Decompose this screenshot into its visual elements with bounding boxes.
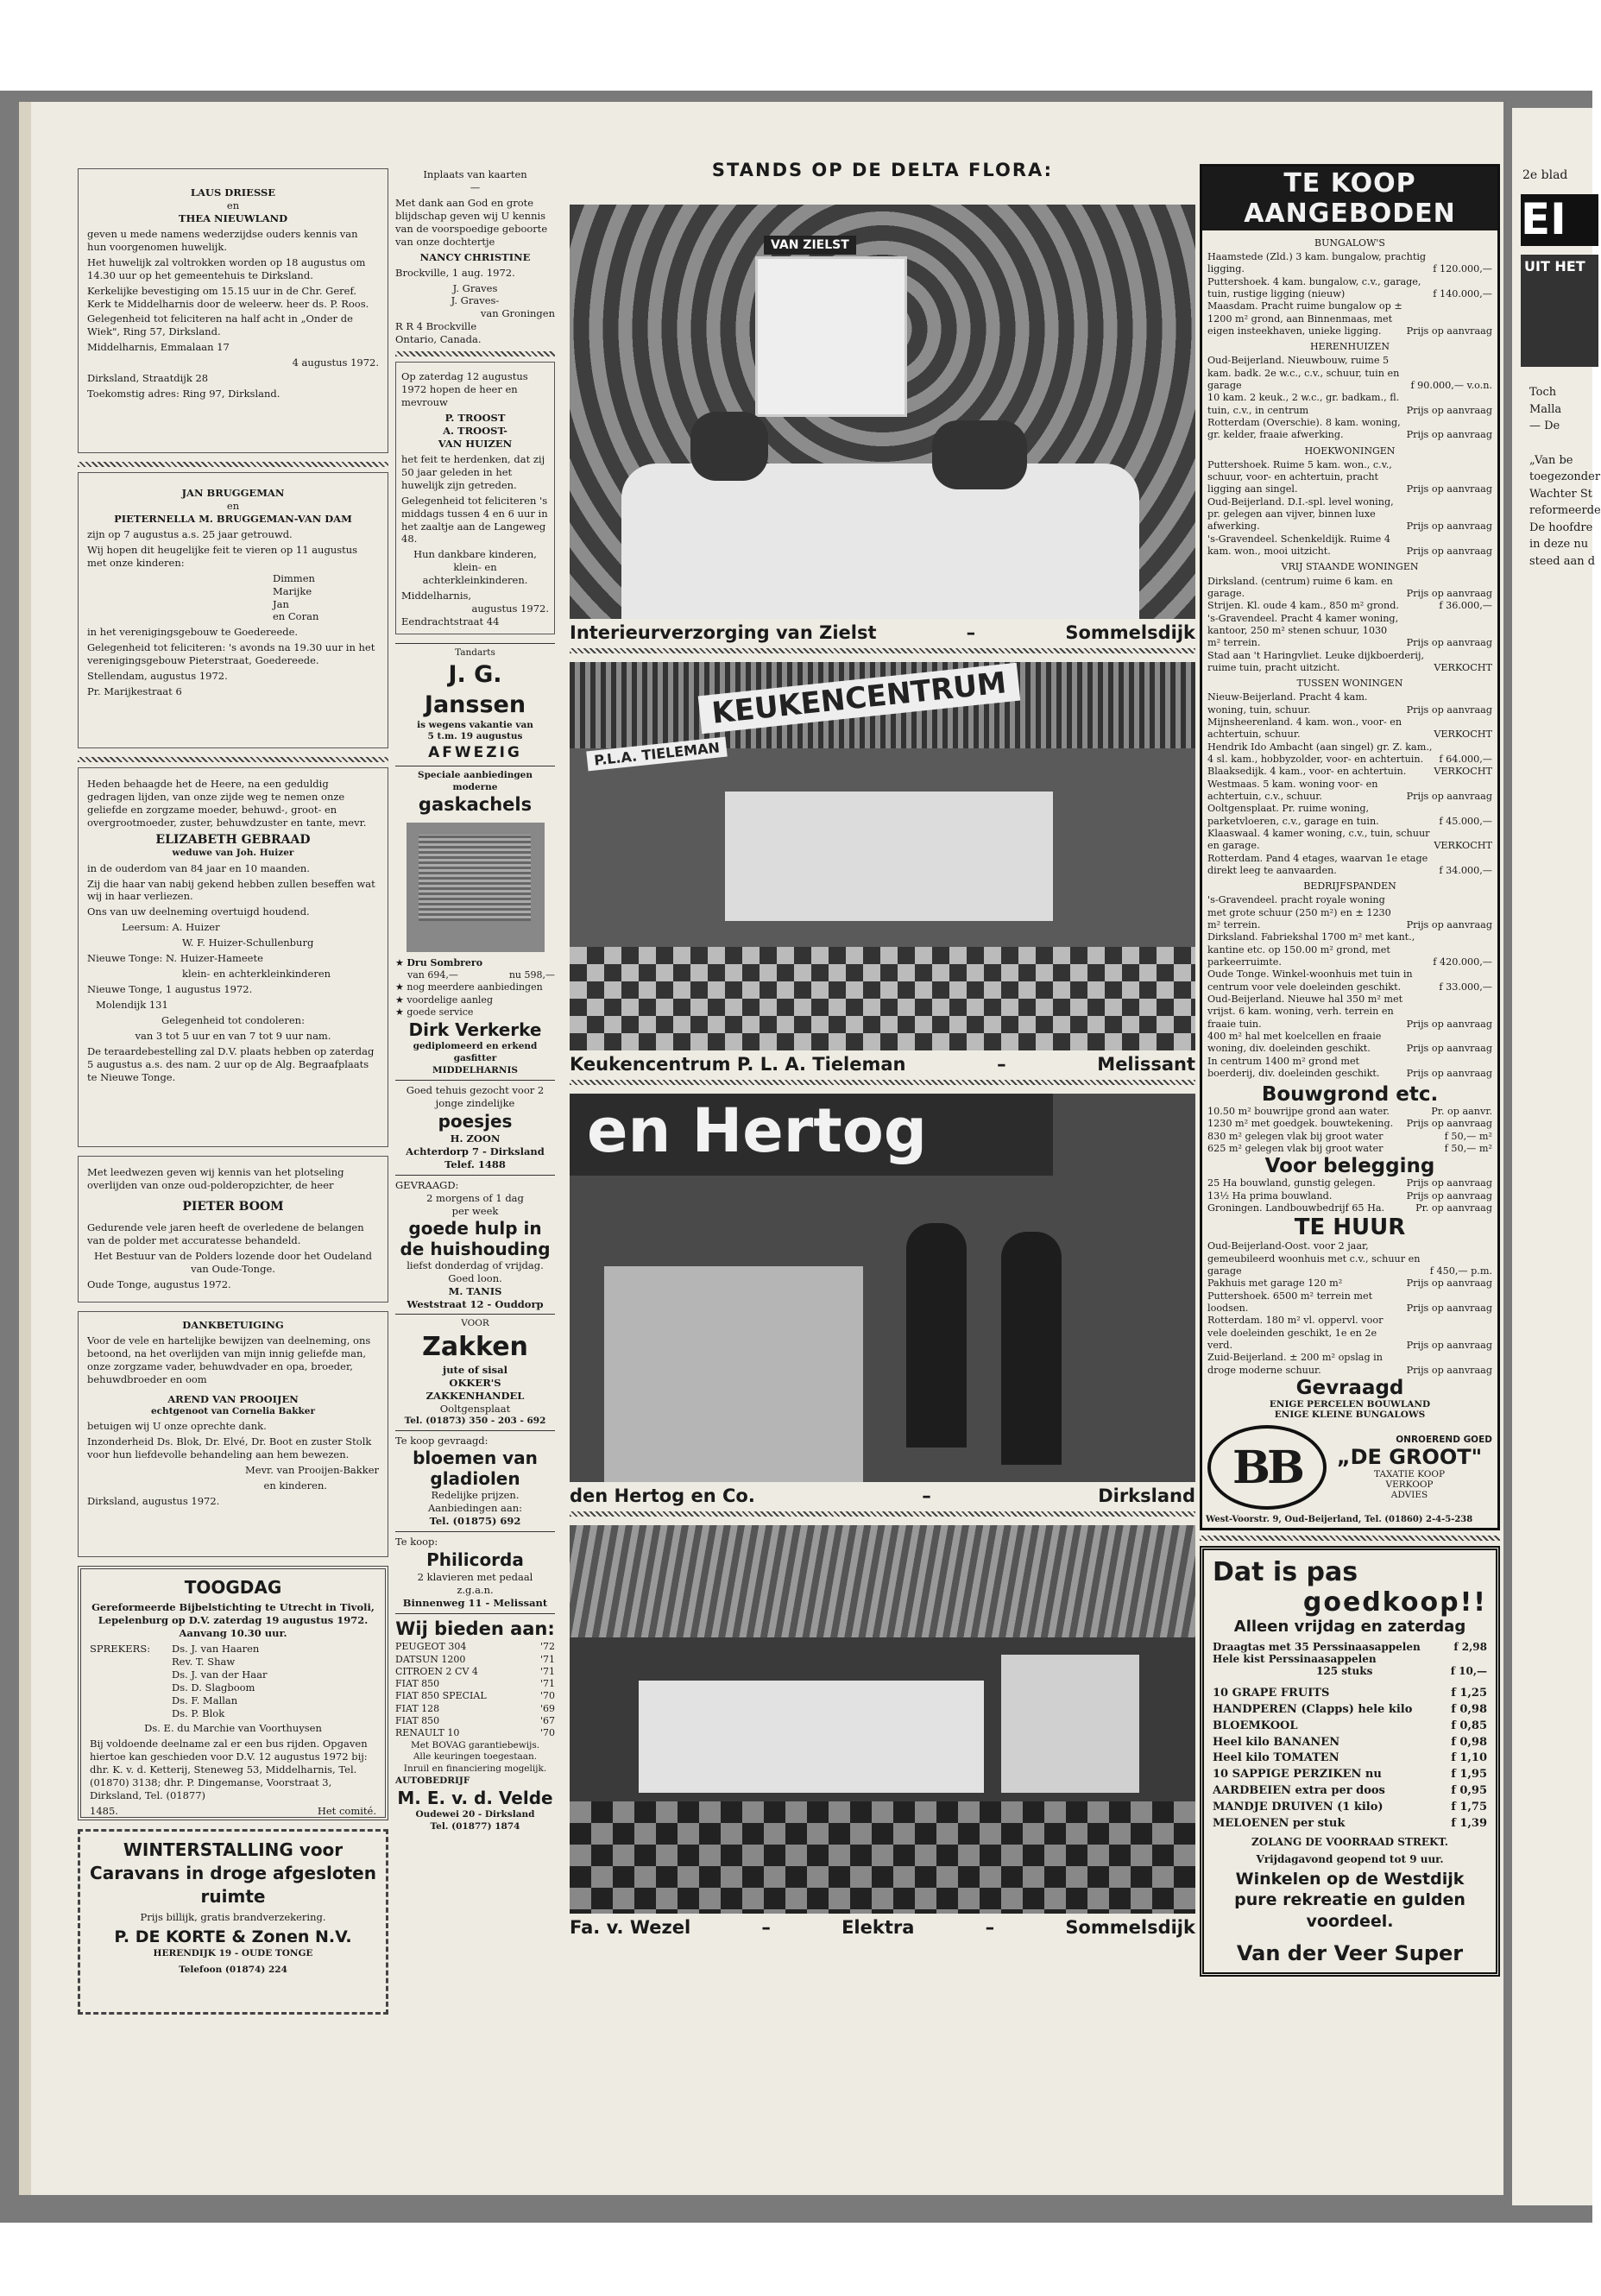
listing-price: Pr. op aanvraag: [1415, 1202, 1492, 1214]
listing-text: 10 kam. 2 keuk., 2 w.c., gr. badkam., fl. tuin, c.v., in centrum: [1207, 392, 1400, 416]
listing-price: Prijs op aanvraag: [1406, 637, 1492, 649]
delta-flora-photos: [570, 160, 1195, 1943]
listing-entry: [1207, 1031, 1492, 1056]
listing-price: Prijs op aanvraag: [1406, 1067, 1492, 1079]
toogdag-ad: TOOGDAG Gereformeerde Bijbelstichting te Utrecht in Tivoli, Lepelenburg op D.V. zaterdag 19 augustus 1972. Aanvang 10.30 uur. SPREKERS: Ds. J. van Haaren Rev. T. Shaw Ds. J. van der Haar Ds. D. Slagboom Ds. F. Mallan Ds. P. Blok Ds. E. du Marchie van Voorthuysen Bij voldoende deelname zal er een bus rijden. Opgaven hiertoe kan geschieden voor D.V. 12 augustus 1972 bij: dhr. K. v. d. Ketterij, Steneweg 53, Middelharnis, Tel. (01870) 3138; dhr. P. Dingemanse, Voorstraat 3, Dirksland, Tel. (01877) 1485. Het comité.: [78, 1566, 388, 1820]
listing-text: Klaaswaal. 4 kamer woning, c.v., tuin, schuur en garage.: [1207, 827, 1430, 852]
listing-entry: [1207, 828, 1492, 853]
listing-price: Prijs op aanvraag: [1406, 483, 1492, 495]
listing-section-heading: BUNGALOW'S: [1314, 237, 1385, 249]
listing-price: f 50,— m²: [1444, 1130, 1492, 1142]
listing-text: Oud-Beijerland-Oost. voor 2 jaar, gemeubileerd woonhuis met c.v., schuur en garage: [1207, 1240, 1421, 1277]
car-year: '67: [539, 1715, 555, 1727]
item-price: f 1,39: [1451, 1816, 1487, 1830]
listing-entry: [1207, 496, 1492, 533]
item-price: f 0,95: [1451, 1784, 1487, 1798]
listing-text: 625 m² gelegen vlak bij groot water: [1207, 1143, 1384, 1155]
car-name: FIAT 128: [395, 1702, 440, 1714]
car-name: DATSUN 1200: [395, 1653, 466, 1665]
listing-price: Prijs op aanvraag: [1406, 1043, 1492, 1055]
listing-entry: [1207, 993, 1492, 1031]
listing-price: Prijs op aanvraag: [1406, 520, 1492, 533]
item-price: f 0,98: [1451, 1702, 1487, 1716]
listing-entry: [1207, 459, 1492, 496]
supermarket-item: [1213, 1800, 1487, 1816]
listing-text: Ooltgensplaat. Pr. ruime woning, parketvloeren, c.v., garage en tuin.: [1207, 803, 1379, 827]
separator: [78, 462, 388, 467]
item-name: 10 GRAPE FRUITS: [1213, 1687, 1330, 1700]
listing-entry: [1207, 251, 1492, 276]
listing-text: Zuid-Beijerland. ± 200 m² opslag in droge moderne schuur.: [1207, 1352, 1383, 1376]
winterstalling-ad: WINTERSTALLING voor Caravans in droge afgesloten ruimte Prijs billijk, gratis brandverzekering. P. DE KORTE & Zonen N.V. HERENDIJK 19 - OUDE TONGE Telefoon (01874) 224: [78, 1829, 388, 2015]
listing-price: Prijs op aanvraag: [1406, 790, 1492, 802]
listing-price: VERKOCHT: [1434, 729, 1492, 741]
listing-entry: [1207, 931, 1492, 968]
listing-text: 830 m² gelegen vlak bij groot water: [1207, 1130, 1384, 1142]
death-notice-boom: Met leedwezen geven wij kennis van het plotseling overlijden van onze oud-polderopzichter, de heer PIETER BOOM Gedurende vele jaren heeft de overledene de belangen van de polder met accuratesse behandeld. Het Bestuur van de Polders lozende door het Oudeland van Oude-Tonge. Oude Tonge, augustus 1972.: [78, 1156, 388, 1303]
listing-text: Rotterdam. Pand 4 etages, waarvan 1e etage direkt leeg te aanvaarden.: [1207, 852, 1428, 876]
listing-price: Prijs op aanvraag: [1406, 429, 1492, 441]
listing-entry: [1207, 766, 1492, 778]
separator: [1200, 1536, 1500, 1541]
listing-entry: [1207, 533, 1492, 558]
listing-text: 's-Gravendeel. Pracht 4 kamer woning, kantoor, 250 m² stenen schuur, 1030 m² terrein.: [1207, 612, 1399, 649]
listing-price: Prijs op aanvraag: [1406, 1118, 1492, 1130]
photo-den-hertog: en Hertog: [570, 1094, 1195, 1482]
supermarket-item: [1213, 1735, 1487, 1751]
photo-tieleman: KEUKENCENTRUM P.L.A. TIELEMAN: [570, 662, 1195, 1050]
item-price: f 1,75: [1451, 1800, 1487, 1813]
listing-sections: [1202, 230, 1497, 1083]
supermarket-ad: Dat is pas goedkoop!! Alleen vrijdag en zaterdag Draagtas met 35 Perssinaasappelen f 2,98 Hele kist Perssinaasappelen 125 stuks f 10,— 10 GRAPE FRUITS f 1,25 HANDPEREN (Clapps) hele kilo f 0,98 BLOEMKOOL f 0,85 Heel kilo BANANEN f 0,98 Heel kilo TOMATEN f 1,10 10 SAPPIGE PERZIKEN nu f 1,95 AARDBEIEN extra per doos f 0,95 MANDJE DRUIVEN (1 kilo) f 1,75 MELOENEN per stuk f 1,39 ZOLANG DE VOORRAAD STREKT. Vrijdagavond geopend tot 9 uur. Winkelen op de Westdijk pure rekreatie en gulden voordeel. Van der Veer Super: [1200, 1546, 1500, 1977]
kittens-ad: Goed tehuis gezocht voor 2 jonge zindelijke poesjes H. ZOON Achterdorp 7 - Dirksland Telef. 1488: [406, 1084, 545, 1170]
listing-price: f 120.000,—: [1433, 263, 1492, 275]
column-1: [78, 168, 388, 2023]
item-name: HANDPEREN (Clapps) hele kilo: [1213, 1702, 1413, 1716]
listing-entry: [1207, 894, 1492, 931]
listing-price: Prijs op aanvraag: [1406, 404, 1492, 416]
item-price: f 0,85: [1451, 1719, 1487, 1732]
car-row: [395, 1715, 555, 1727]
listing-text: Mijnsheerenland. 4 kam. won., voor- en achtertuin, schuur.: [1207, 716, 1402, 741]
item-name: MELOENEN per stuk: [1213, 1816, 1346, 1830]
thanks-notice: DANKBETUIGING Voor de vele en hartelijke bewijzen van deelneming, ons betoond, na het overlijden van mijn innig geliefde man, onze zorgzame vader, behuwdvader en opa, broeder, behuwdbroeder en oom AREND VAN PROOIJEN echtgenoot van Cornelia Bakker betuigen wij U onze oprechte dank. Inzonderheid Ds. Blok, Dr. Elvé, Dr. Boot en zuster Stolk voor hun liefdevolle behandeling aan hem bewezen. Mevr. van Prooijen-Bakker en kinderen. Dirksland, augustus 1972.: [78, 1311, 388, 1557]
caption-van-zielst: Interieurverzorging van Zielst – Sommelsdijk: [570, 622, 1195, 643]
listing-price: f 33.000,—: [1439, 981, 1492, 993]
listing-entry: [1207, 650, 1492, 675]
listing-price: Prijs op aanvraag: [1406, 1364, 1492, 1376]
listing-entry: [1207, 300, 1492, 337]
item-price: f 1,25: [1451, 1687, 1487, 1700]
gas-heater-image: [407, 823, 545, 952]
caption-den-hertog: den Hertog en Co. – Dirksland: [570, 1485, 1195, 1506]
separator: [78, 757, 388, 762]
listing-text: 13½ Ha prima bouwland.: [1207, 1189, 1333, 1202]
listing-price: Prijs op aanvraag: [1406, 1189, 1492, 1202]
listing-price: f 36.000,—: [1439, 600, 1492, 612]
listing-price: f 64.000,—: [1439, 753, 1492, 765]
listing-entry: [1207, 1290, 1492, 1315]
listing-price: f 50,— m²: [1444, 1143, 1492, 1155]
item-price: f 1,10: [1451, 1751, 1487, 1765]
listing-price: Prijs op aanvraag: [1406, 546, 1492, 558]
listing-price: Prijs op aanvraag: [1406, 1303, 1492, 1315]
listing-text: Dirksland. Fabriekshal 1700 m² met kant., kantine etc. op 150.00 m² grond, met parkeerruimte.: [1207, 931, 1415, 968]
listing-price: VERKOCHT: [1434, 840, 1492, 852]
next-page-text: Toch Malla — De „Van be toegezonder Wachter St reformeerde De hoofdre in deze nu steed aan d: [1529, 386, 1601, 568]
listing-text: In centrum 1400 m² grond met boerderij, div. doeleinden geschikt.: [1207, 1055, 1380, 1079]
listing-entry: [1207, 803, 1492, 828]
listing-entry: [1207, 276, 1492, 301]
photo-van-wezel: [570, 1525, 1195, 1914]
column-2: [395, 168, 555, 1832]
listing-text: 's-Gravendeel. pracht royale woning met grote schuur (250 m²) en ± 1230 m² terrein.: [1207, 894, 1391, 930]
listing-text: Rotterdam. 180 m² vl. oppervl. voor vele doeleinden geschikt, 1e en 2e verd.: [1207, 1315, 1384, 1352]
separator: [570, 1080, 1195, 1085]
listing-text: Maasdam. Pracht ruime bungalow op ± 1200 m² grond, aan Binnenmaas, met eigen insteekhaven, unieke ligging.: [1207, 300, 1402, 337]
car-name: RENAULT 10: [395, 1727, 460, 1739]
item-name: 10 SAPPIGE PERZIKEN nu: [1213, 1768, 1382, 1782]
listing-price: Prijs op aanvraag: [1406, 918, 1492, 930]
listing-price: Prijs op aanvraag: [1406, 325, 1492, 337]
listing-entry: [1207, 355, 1492, 392]
listing-entry: [1207, 779, 1492, 804]
item-name: AARDBEIEN extra per doos: [1213, 1784, 1385, 1798]
car-name: FIAT 850: [395, 1715, 440, 1727]
listing-entry: [1207, 741, 1492, 766]
listing-text: 's-Gravendeel. Schenkeldijk. Ruime 4 kam. won., mooi uitzicht.: [1207, 533, 1390, 558]
listing-price: Pr. op aanvr.: [1431, 1106, 1492, 1118]
next-page-strip: [1512, 108, 1601, 2205]
listing-text: Oude Tonge. Winkel-woonhuis met tuin in centrum voor vele doeleinden geschikt.: [1207, 968, 1413, 993]
engagement-notice: LAUS DRIESSE en THEA NIEUWLAND geven u mede namens wederzijdse ouders kennis van hun voorgenomen huwelijk. Het huwelijk zal voltrokken worden op 18 augustus om 14.30 uur op het gemeentehuis te Dirksland. Kerkelijke bevestiging om 15.15 uur in de Chr. Geref. Kerk te Middelharnis door de weleerw. heer ds. P. Roos. Gelegenheid tot feliciteren na half acht in „Onder de Wiek", Ring 57, Dirksland. Middelharnis, Emmalaan 17 4 augustus 1972. Dirksland, Straatdijk 28 Toekomstig adres: Ring 97, Dirksland.: [78, 168, 388, 453]
listing-entry: [1207, 853, 1492, 878]
listing-text: Haamstede (Zld.) 3 kam. bungalow, prachtig ligging.: [1207, 251, 1427, 275]
listing-price: f 140.000,—: [1433, 288, 1492, 300]
anniversary-notice: JAN BRUGGEMAN en PIETERNELLA M. BRUGGEMAN-VAN DAM zijn op 7 augustus a.s. 25 jaar getrouwd. Wij hopen dit heugelijke feit te vieren op 11 augustus met onze kinderen: Dimmen Marijke Jan en Coran in het verenigingsgebouw te Goedereede. Gelegenheid tot feliciteren: 's avonds na 19.30 uur in het verenigingsgebouw Pieterstraat, Goedereede. Stellendam, augustus 1972. Pr. Marijkestraat 6: [78, 472, 388, 748]
listing-price: f 45.000,—: [1439, 815, 1492, 827]
death-notice-gebraad: Heden behaagde het de Heere, na een geduldig gedragen lijden, van onze zijde weg te nemen onze geliefde en zorgzame moeder, behuwd-, groot- en overgrootmoeder, zuster, behuwdzuster en tante, mevr. ELIZABETH GEBRAAD weduwe van Joh. Huizer in de ouderdom van 84 jaar en 10 maanden. Zij die haar van nabij gekend hebben zullen beseffen wat wij in haar verliezen. Ons van uw deelneming overtuigd houdend. Leersum: A. Huizer W. F. Huizer-Schullenburg Nieuwe Tonge: N. Huizer-Hameete klein- en achterkleinkinderen Nieuwe Tonge, 1 augustus 1972. Molendijk 131 Gelegenheid tot condoleren: van 3 tot 5 uur en van 7 tot 9 uur nam. De teraardebestelling zal D.V. plaats hebben op zaterdag 5 augustus a.s. des nam. 2 uur op de Alg. Begraafplaats te Nieuwe Tonge.: [78, 767, 388, 1147]
listing-entry: [1207, 1106, 1492, 1118]
golden-wedding-notice: Op zaterdag 12 augustus 1972 hopen de heer en mevrouw P. TROOST A. TROOST- VAN HUIZEN het feit te herdenken, dat zij 50 jaar geleden in het huwelijk zijn getreden. Gelegenheid tot feliciteren 's middags tussen 4 en 6 uur in het zaaltje aan de Langeweg 48. Hun dankbare kinderen, klein- en achterkleinkinderen. Middelharnis, augustus 1972. Eendrachtstraat 44: [395, 362, 555, 634]
car-year: '72: [539, 1641, 555, 1653]
listing-text: Stad aan 't Haringvliet. Leuke dijkboerderij, ruime tuin, pracht uitzicht.: [1207, 649, 1424, 673]
listing-section-heading: HERENHUIZEN: [1309, 341, 1390, 353]
car-row: [395, 1654, 555, 1666]
next-page-photo: UIT HET: [1521, 255, 1598, 367]
listing-entry: [1207, 1131, 1492, 1143]
car-year: '69: [539, 1702, 555, 1714]
listing-text: Oud-Beijerland. D.I.-spl. level woning, pr. gelegen aan vijver, binnen luxe afwerking.: [1207, 495, 1394, 533]
listing-text: 400 m² hal met koelcellen en fraaie woning, div. doeleinden geschikt.: [1207, 1030, 1382, 1055]
separator: [570, 1511, 1195, 1517]
belegging-list: [1202, 1177, 1497, 1214]
listing-price: f 34.000,—: [1439, 864, 1492, 876]
listing-entry: [1207, 1118, 1492, 1130]
listing-price: VERKOCHT: [1434, 661, 1492, 673]
listing-entry: [1207, 1202, 1492, 1214]
car-name: PEUGEOT 304: [395, 1641, 467, 1653]
household-help-ad: GEVRAAGD: 2 morgens of 1 dag per week goede hulp in de huishouding liefst donderdag of vrijdag. Goed loon. M. TANIS Weststraat 12 - Ouddorp: [395, 1178, 551, 1310]
listing-entry: [1207, 417, 1492, 442]
car-list: [395, 1641, 555, 1739]
listing-entry: [1207, 1056, 1492, 1081]
dentist-notice: Tandarts J. G. Janssen is wegens vakantie van 5 t.m. 19 augustus AFWEZIG: [395, 643, 555, 762]
bouwgrond-list: [1202, 1106, 1497, 1155]
car-year: '71: [539, 1653, 555, 1665]
car-row: [395, 1703, 555, 1715]
de-groot-block: BB ONROEREND GOED „DE GROOT" TAXATIE KOOP VERKOOP ADVIES: [1202, 1420, 1497, 1515]
listing-price: Prijs op aanvraag: [1406, 1018, 1492, 1030]
listing-entry: [1207, 1277, 1492, 1290]
car-row: [395, 1678, 555, 1690]
listing-price: f 450,— p.m.: [1429, 1265, 1492, 1277]
listing-text: Dirksland. (centrum) ruime 6 kam. en garage.: [1207, 575, 1393, 599]
listing-entry: [1207, 691, 1492, 716]
listing-section-heading: TUSSEN WONINGEN: [1296, 678, 1403, 690]
listing-price: VERKOCHT: [1434, 766, 1492, 778]
next-page-headline: EI: [1521, 194, 1598, 246]
listing-text: Strijen. Kl. oude 4 kam., 850 m² grond.: [1207, 600, 1399, 612]
car-year: '70: [539, 1690, 555, 1702]
listing-text: 1230 m² met goedgek. bouwtekening.: [1207, 1118, 1394, 1130]
item-price: f 0,98: [1451, 1735, 1487, 1749]
listing-text: 25 Ha bouwland, gunstig gelegen.: [1207, 1177, 1376, 1189]
supermarket-item: [1213, 1702, 1487, 1719]
supermarket-items: [1213, 1686, 1487, 1832]
car-row: [395, 1641, 555, 1653]
listing-text: Rotterdam (Overschie). 8 kam. woning, gr. kelder, fraaie afwerking.: [1207, 417, 1401, 441]
listing-entry: [1207, 1143, 1492, 1155]
listing-price: Prijs op aanvraag: [1406, 1277, 1492, 1290]
listing-entry: [1207, 1315, 1492, 1352]
item-name: Heel kilo TOMATEN: [1213, 1751, 1339, 1765]
listing-text: Oud-Beijerland. Nieuwe hal 350 m² met vrijst. 6 kam. woning, verh. terrein en fraaie tuin.: [1207, 993, 1403, 1030]
listing-section-heading: HOEKWONINGEN: [1304, 445, 1396, 457]
listing-text: Puttershoek. 4 kam. bungalow, c.v., garage, tuin, rustige ligging (nieuw): [1207, 275, 1421, 300]
listing-text: Nieuw-Beijerland. Pracht 4 kam. woning, tuin, schuur.: [1207, 691, 1368, 716]
car-dealer-ad: Wij bieden aan: PEUGEOT 304 '72 DATSUN 1200 '71 CITROEN 2 CV 4 '71 FIAT 850 '71 FIAT 850 SPECIAL '70 FIAT 128 '69 FIAT 850 '67 RENAULT 10 '70 Met BOVAG garantiebewijs. Alle keuringen toegestaan. Inruil en financiering mogelijk. AUTOBEDRIJF M. E. v. d. Velde Oudewei 20 - Dirksland Tel. (01877) 1874: [395, 1618, 555, 1832]
listing-price: Prijs op aanvraag: [1406, 1177, 1492, 1189]
item-price: f 1,95: [1451, 1768, 1487, 1782]
listing-entry: [1207, 600, 1492, 612]
car-row: [395, 1727, 555, 1739]
car-name: FIAT 850: [395, 1678, 440, 1690]
item-name: Heel kilo BANANEN: [1213, 1735, 1340, 1749]
listing-price: f 420.000,—: [1433, 956, 1492, 968]
supermarket-item: [1213, 1816, 1487, 1832]
listing-price: f 90.000,— v.o.n.: [1410, 380, 1492, 392]
listing-price: Prijs op aanvraag: [1406, 703, 1492, 716]
listing-text: 10.50 m² bouwrijpe grond aan water.: [1207, 1106, 1390, 1118]
car-year: '71: [539, 1665, 555, 1677]
listing-entry: [1207, 968, 1492, 993]
listing-text: Groningen. Landbouwbedrijf 65 Ha.: [1207, 1202, 1385, 1214]
listing-text: Hendrik Ido Ambacht (aan singel) gr. Z. kam., 4 sl. kam., hobbyzolder, voor- en achtertuin.: [1207, 741, 1433, 765]
item-name: MANDJE DRUIVEN (1 kilo): [1213, 1800, 1384, 1813]
listing-entry: [1207, 1352, 1492, 1377]
listing-entry: [1207, 716, 1492, 741]
car-year: '71: [539, 1678, 555, 1690]
listing-section-heading: VRIJ STAANDE WONINGEN: [1281, 561, 1419, 573]
listing-entry: [1207, 1177, 1492, 1189]
supermarket-item: [1213, 1783, 1487, 1800]
sacks-ad: VOOR Zakken jute of sisal OKKER'S ZAKKENHANDEL Ooltgensplaat Tel. (01873) 350 - 203 - 692: [404, 1318, 546, 1426]
car-row: [395, 1690, 555, 1702]
listing-entry: [1207, 613, 1492, 650]
listing-text: Oud-Beijerland. Nieuwbouw, ruime 5 kam. badk. 2e w.c., c.v., schuur, tuin en garage: [1207, 355, 1400, 392]
listing-entry: [1207, 1240, 1492, 1277]
right-column: [1200, 164, 1500, 1977]
car-year: '70: [539, 1727, 555, 1739]
huur-list: [1202, 1240, 1497, 1377]
gladiolen-ad: Te koop gevraagd: bloemen van gladiolen Redelijke prijzen. Aanbiedingen aan: Tel. (01875) 692: [395, 1435, 538, 1528]
listing-text: Puttershoek. Ruime 5 kam. won., c.v., schuur, voor- en achtertuin, pracht ligging aan singel.: [1207, 458, 1392, 495]
birth-notice: Inplaats van kaarten — Met dank aan God en grote blijdschap geven wij U kennis van de voorspoedige geboorte van onze dochtertje NANCY CHRISTINE Brockville, 1 aug. 1972. J. Graves J. Graves- van Groningen R R 4 Brockville Ontario, Canada.: [395, 168, 555, 346]
listing-section-heading: BEDRIJFSPANDEN: [1303, 880, 1396, 893]
listing-text: Blaaksedijk. 4 kam., voor- en achtertuin.: [1207, 766, 1407, 778]
supermarket-item: [1213, 1750, 1487, 1767]
gas-heater-ad: Speciale aanbiedingen moderne gaskachels ★ Dru Sombrero van 694,— nu 598,— ★ nog meerdere aanbiedingen ★ voordelige aanleg ★ goede service Dirk Verkerke gediplomeerd en erkend gasfitter MIDDELHARNIS: [395, 770, 555, 1075]
car-name: FIAT 850 SPECIAL: [395, 1690, 487, 1702]
listing-text: Pakhuis met garage 120 m²: [1207, 1277, 1343, 1290]
listing-text: Westmaas. 5 kam. woning voor- en achtertuin, c.v., schuur.: [1207, 778, 1378, 802]
listing-entry: [1207, 392, 1492, 417]
real-estate-title: TE KOOP AANGEBODEN: [1202, 167, 1497, 230]
listing-entry: [1207, 576, 1492, 601]
separator: [395, 351, 555, 356]
philicorda-ad: Te koop: Philicorda 2 klavieren met pedaal z.g.a.n. Binnenweg 11 - Melissant: [395, 1536, 548, 1610]
car-name: CITROEN 2 CV 4: [395, 1665, 478, 1677]
supermarket-item: [1213, 1767, 1487, 1783]
supermarket-item: [1213, 1719, 1487, 1735]
photo-van-zielst: VAN ZIELST: [570, 205, 1195, 619]
listing-price: Prijs op aanvraag: [1406, 587, 1492, 599]
supermarket-item: [1213, 1686, 1487, 1702]
caption-tieleman: Keukencentrum P. L. A. Tieleman – Melissant: [570, 1054, 1195, 1075]
car-row: [395, 1666, 555, 1678]
listing-price: Prijs op aanvraag: [1406, 1340, 1492, 1352]
listing-text: Puttershoek. 6500 m² terrein met loodsen.: [1207, 1290, 1373, 1315]
bb-logo: BB: [1207, 1425, 1327, 1510]
item-name: BLOEMKOOL: [1213, 1719, 1298, 1732]
listing-entry: [1207, 1190, 1492, 1202]
stands-header: STANDS OP DE DELTA FLORA:: [711, 160, 1054, 180]
real-estate-ad: TE KOOP AANGEBODEN BUNGALOW'S Haamstede (Zld.) 3 kam. bungalow, prachtig ligging. f 120.000,— Puttershoek. 4 kam. bungalow, c.v., garage, tuin, rustige ligging (nieuw) f 140.000,— Maasdam. Pracht ruime bungalow op ± 1200 m² grond, aan Binnenmaas, met eigen insteekhaven, unieke ligging. Prijs op aanvraag HERENHUIZEN Oud-Beijerland. Nieuwbouw, ruime 5 kam. badk. 2e w.c., c.v., schuur, tuin en garage f 90.000,— v.o.n. 10 kam. 2 keuk., 2 w.c., gr. badkam., fl. tuin, c.v., in centrum Prijs op aanvraag Rotterdam (Overschie). 8 kam. woning, gr. kelder, fraaie afwerking. Prijs op aanvraag HOEKWONINGEN Puttershoek. Ruime 5 kam. won., c.v., schuur, voor- en achtertuin, pracht ligging aan singel. Prijs op aanvraag Oud-Beijerland. D.I.-spl. level woning, pr. gelegen aan vijver, binnen luxe afwerking. Prijs op aanvraag 's-Gravendeel. Schenkeldijk. Ruime 4 kam. won., mooi uitzicht. Prijs op aanvraag VRIJ STAANDE WONINGEN Dirksland. (centrum) ruime 6 kam. en garage. Prijs op aanvraag Strijen. Kl. oude 4 kam., 850 m² grond. f 36.000,— 's-Gravendeel. Pracht 4 kamer woning, kantoor, 250 m² stenen schuur, 1030 m² terrein. Prijs op aanvraag Stad aan 't Haringvliet. Leuke dijkboerderij, ruime tuin, pracht uitzicht. VERKOCHT TUSSEN WONINGEN Nieuw-Beijerland. Pracht 4 kam. woning, tuin, schuur. Prijs op aanvraag Mijnsheerenland. 4 kam. won., voor- en achtertuin, schuur. VERKOCHT Hendrik Ido Ambacht (aan singel) gr. Z. kam., 4 sl. kam., hobbyzolder, voor- en achtertuin. f 64.000,— Blaaksedijk. 4 kam., voor- en achtertuin. VERKOCHT Westmaas. 5 kam. woning voor- en achtertuin, c.v., schuur. Prijs op aanvraag Ooltgensplaat. Pr. ruime woning, parketvloeren, c.v., garage en tuin. f 45.000,— Klaaswaal. 4 kamer woning, c.v., tuin, schuur en garage. VERKOCHT Rotterdam. Pand 4 etages, waarvan 1e etage direkt leeg te aanvaarden. f 34.000,— BEDRIJFSPANDEN 's-Gravendeel. pracht royale woning met grote schuur (250 m²) en ± 1230 m² terrein. Prijs op aanvraag Dirksland. Fabriekshal 1700 m² met kant., kantine etc. op 150.00 m² grond, met parkeerruimte. f 420.000,— Oude Tonge. Winkel-woonhuis met tuin in centrum voor vele doeleinden geschikt. f 33.000,— Oud-Beijerland. Nieuwe hal 350 m² met vrijst. 6 kam. woning, verh. terrein en fraaie tuin. Prijs op aanvraag 400 m² hal met koelcellen en fraaie woning, div. doeleinden geschikt. Prijs op aanvraag In centrum 1400 m² grond met boerderij, div. doeleinden geschikt. Prijs op aanvraag Bouwgrond etc. 10.50 m² bouwrijpe grond aan water. Pr. op aanvr. 1230 m² met goedgek. bouwtekening. Prijs op aanvraag 830 m² gelegen vlak bij groot water f 50,— m² 625 m² gelegen vlak bij groot water f 50,— m² Voor belegging 25 Ha bouwland, gunstig gelegen. Prijs op aanvraag 13½ Ha prima bouwland. Prijs op aanvraag Groningen. Landbouwbedrijf 65 Ha. Pr. op aanvraag TE HUUR Oud-Beijerland-Oost. voor 2 jaar, gemeubileerd woonhuis met c.v., schuur en garage f 450,— p.m. Pakhuis met garage 120 m² Prijs op aanvraag Puttershoek. 6500 m² terrein met loodsen. Prijs op aanvraag Rotterdam. 180 m² vl. oppervl. voor vele doeleinden geschikt, 1e en 2e verd. Prijs op aanvraag Zuid-Beijerland. ± 200 m² opslag in droge moderne schuur. Prijs op aanvraag Gevraagd ENIGE PERCELEN BOUWLAND ENIGE KLEINE BUNGALOWS BB ONROEREND GOED „DE GROOT" TAXATIE KOOP VERKOOP ADVIES West-Voorstr. 9, Oud-Beijerland, Tel. (01860) 2-4-5-238: [1200, 164, 1500, 1530]
caption-van-wezel: Fa. v. Wezel – Elektra – Sommelsdijk: [570, 1917, 1195, 1938]
next-page-label: 2e blad: [1522, 168, 1568, 182]
separator: [570, 648, 1195, 653]
